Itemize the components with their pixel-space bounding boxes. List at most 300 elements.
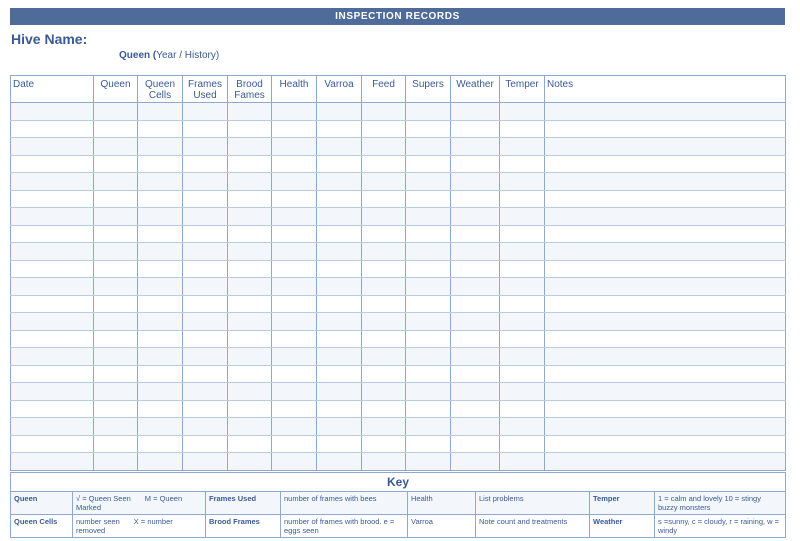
table-cell[interactable] bbox=[138, 435, 183, 453]
table-cell[interactable] bbox=[362, 138, 406, 156]
table-cell[interactable] bbox=[228, 103, 272, 121]
table-cell[interactable] bbox=[11, 348, 94, 366]
table-cell[interactable] bbox=[272, 330, 317, 348]
table-cell[interactable] bbox=[317, 400, 362, 418]
table-cell[interactable] bbox=[228, 260, 272, 278]
table-cell[interactable] bbox=[451, 243, 500, 261]
key-label-frames-used: Frames Used bbox=[206, 492, 281, 515]
table-cell[interactable] bbox=[545, 365, 786, 383]
table-cell[interactable] bbox=[545, 243, 786, 261]
table-cell[interactable] bbox=[94, 155, 138, 173]
table-cell[interactable] bbox=[228, 208, 272, 226]
table-cell[interactable] bbox=[500, 243, 545, 261]
table-cell[interactable] bbox=[500, 138, 545, 156]
table-cell[interactable] bbox=[228, 435, 272, 453]
table-cell[interactable] bbox=[451, 295, 500, 313]
table-cell[interactable] bbox=[451, 138, 500, 156]
table-cell[interactable] bbox=[406, 278, 451, 296]
inspection-records-table bbox=[10, 75, 786, 471]
table-cell[interactable] bbox=[138, 313, 183, 331]
table-cell[interactable] bbox=[183, 418, 228, 436]
table-cell[interactable] bbox=[406, 208, 451, 226]
table-cell[interactable] bbox=[11, 208, 94, 226]
table-cell[interactable] bbox=[545, 348, 786, 366]
table-cell[interactable] bbox=[451, 225, 500, 243]
table-cell[interactable] bbox=[500, 260, 545, 278]
table-row bbox=[11, 348, 786, 366]
table-cell[interactable] bbox=[406, 435, 451, 453]
table-cell[interactable] bbox=[272, 313, 317, 331]
table-cell[interactable] bbox=[406, 260, 451, 278]
table-row bbox=[11, 260, 786, 278]
table-cell[interactable] bbox=[500, 103, 545, 121]
table-cell[interactable] bbox=[406, 330, 451, 348]
table-cell[interactable] bbox=[228, 313, 272, 331]
table-cell[interactable] bbox=[500, 435, 545, 453]
table-cell[interactable] bbox=[545, 173, 786, 191]
table-cell[interactable] bbox=[272, 348, 317, 366]
table-cell[interactable] bbox=[451, 400, 500, 418]
key-table bbox=[10, 472, 786, 538]
table-cell[interactable] bbox=[451, 453, 500, 471]
table-cell[interactable] bbox=[11, 138, 94, 156]
table-cell[interactable] bbox=[362, 243, 406, 261]
table-cell[interactable] bbox=[11, 383, 94, 401]
table-cell[interactable] bbox=[406, 225, 451, 243]
table-cell[interactable] bbox=[317, 313, 362, 331]
table-cell[interactable] bbox=[272, 278, 317, 296]
table-cell[interactable] bbox=[500, 173, 545, 191]
table-cell[interactable] bbox=[317, 435, 362, 453]
table-cell[interactable] bbox=[500, 348, 545, 366]
table-cell[interactable] bbox=[272, 453, 317, 471]
table-cell[interactable] bbox=[545, 260, 786, 278]
key-label-brood-frames: Brood Frames bbox=[206, 515, 281, 538]
table-cell[interactable] bbox=[317, 330, 362, 348]
table-cell[interactable] bbox=[406, 313, 451, 331]
table-cell[interactable] bbox=[11, 190, 94, 208]
table-cell[interactable] bbox=[362, 348, 406, 366]
table-cell[interactable] bbox=[228, 383, 272, 401]
table-cell[interactable] bbox=[362, 418, 406, 436]
table-cell[interactable] bbox=[11, 435, 94, 453]
table-cell[interactable] bbox=[500, 120, 545, 138]
table-row bbox=[11, 295, 786, 313]
table-cell[interactable] bbox=[451, 190, 500, 208]
table-cell[interactable] bbox=[138, 260, 183, 278]
table-cell[interactable] bbox=[11, 103, 94, 121]
table-cell[interactable] bbox=[545, 330, 786, 348]
table-cell[interactable] bbox=[500, 418, 545, 436]
table-row bbox=[11, 330, 786, 348]
key-row bbox=[11, 515, 786, 538]
table-cell[interactable] bbox=[11, 365, 94, 383]
table-cell[interactable] bbox=[500, 190, 545, 208]
table-cell[interactable] bbox=[11, 330, 94, 348]
table-row bbox=[11, 365, 786, 383]
table-cell[interactable] bbox=[362, 295, 406, 313]
table-cell[interactable] bbox=[138, 383, 183, 401]
table-cell[interactable] bbox=[11, 243, 94, 261]
table-row bbox=[11, 103, 786, 121]
table-cell[interactable] bbox=[138, 453, 183, 471]
table-cell[interactable] bbox=[545, 400, 786, 418]
key-label-weather: Weather bbox=[590, 515, 655, 538]
key-desc-queen-cells bbox=[73, 515, 206, 538]
table-row bbox=[11, 243, 786, 261]
table-cell[interactable] bbox=[500, 313, 545, 331]
table-cell[interactable] bbox=[94, 453, 138, 471]
table-cell[interactable] bbox=[183, 400, 228, 418]
table-cell[interactable] bbox=[272, 418, 317, 436]
key-desc-frames-used: number of frames with bees bbox=[281, 492, 408, 515]
table-cell[interactable] bbox=[362, 453, 406, 471]
table-cell[interactable] bbox=[183, 365, 228, 383]
table-cell[interactable] bbox=[228, 120, 272, 138]
table-cell[interactable] bbox=[138, 225, 183, 243]
table-cell[interactable] bbox=[451, 260, 500, 278]
table-cell[interactable] bbox=[545, 383, 786, 401]
table-cell[interactable] bbox=[545, 225, 786, 243]
table-cell[interactable] bbox=[11, 278, 94, 296]
table-cell[interactable] bbox=[545, 453, 786, 471]
table-cell[interactable] bbox=[228, 173, 272, 191]
table-cell[interactable] bbox=[500, 330, 545, 348]
table-cell[interactable] bbox=[138, 330, 183, 348]
table-cell[interactable] bbox=[451, 278, 500, 296]
table-cell[interactable] bbox=[138, 365, 183, 383]
table-cell[interactable] bbox=[272, 400, 317, 418]
table-cell[interactable] bbox=[272, 208, 317, 226]
table-cell[interactable] bbox=[317, 120, 362, 138]
table-cell[interactable] bbox=[183, 138, 228, 156]
column-header-weather: Weather bbox=[451, 76, 500, 103]
table-cell[interactable] bbox=[317, 103, 362, 121]
table-cell[interactable] bbox=[362, 190, 406, 208]
table-cell[interactable] bbox=[138, 418, 183, 436]
table-cell[interactable] bbox=[500, 365, 545, 383]
table-cell[interactable] bbox=[362, 313, 406, 331]
table-cell[interactable] bbox=[406, 365, 451, 383]
column-header-brood-frames: Brood Fames bbox=[228, 76, 272, 103]
table-cell[interactable] bbox=[317, 208, 362, 226]
table-cell[interactable] bbox=[317, 225, 362, 243]
table-cell[interactable] bbox=[272, 435, 317, 453]
table-row bbox=[11, 313, 786, 331]
table-cell[interactable] bbox=[228, 400, 272, 418]
table-cell[interactable] bbox=[228, 155, 272, 173]
table-cell[interactable] bbox=[94, 260, 138, 278]
table-cell[interactable] bbox=[94, 225, 138, 243]
table-cell[interactable] bbox=[11, 225, 94, 243]
table-cell[interactable] bbox=[545, 295, 786, 313]
table-cell[interactable] bbox=[94, 295, 138, 313]
table-cell[interactable] bbox=[138, 103, 183, 121]
table-cell[interactable] bbox=[545, 190, 786, 208]
table-cell[interactable] bbox=[451, 348, 500, 366]
table-cell[interactable] bbox=[545, 138, 786, 156]
table-cell[interactable] bbox=[272, 138, 317, 156]
table-cell[interactable] bbox=[317, 383, 362, 401]
table-row bbox=[11, 400, 786, 418]
hive-name-label: Hive Name: bbox=[11, 31, 88, 47]
table-cell[interactable] bbox=[317, 453, 362, 471]
table-cell[interactable] bbox=[228, 348, 272, 366]
table-cell[interactable] bbox=[138, 138, 183, 156]
table-cell[interactable] bbox=[183, 330, 228, 348]
table-cell[interactable] bbox=[317, 155, 362, 173]
key-desc-weather: s =sunny, c = cloudy, r = raining, w = windy bbox=[655, 515, 786, 538]
table-cell[interactable] bbox=[317, 295, 362, 313]
table-cell[interactable] bbox=[362, 208, 406, 226]
table-cell[interactable] bbox=[451, 365, 500, 383]
table-cell[interactable] bbox=[362, 120, 406, 138]
table-cell[interactable] bbox=[272, 260, 317, 278]
key-title: Key bbox=[11, 473, 786, 492]
table-cell[interactable] bbox=[228, 243, 272, 261]
table-cell[interactable] bbox=[272, 190, 317, 208]
table-cell[interactable] bbox=[228, 295, 272, 313]
table-cell[interactable] bbox=[228, 225, 272, 243]
table-cell[interactable] bbox=[94, 208, 138, 226]
table-cell[interactable] bbox=[183, 260, 228, 278]
table-cell[interactable] bbox=[183, 120, 228, 138]
table-cell[interactable] bbox=[272, 295, 317, 313]
table-cell[interactable] bbox=[272, 120, 317, 138]
table-cell[interactable] bbox=[94, 120, 138, 138]
table-cell[interactable] bbox=[406, 155, 451, 173]
table-cell[interactable] bbox=[317, 173, 362, 191]
table-cell[interactable] bbox=[317, 190, 362, 208]
table-cell[interactable] bbox=[94, 138, 138, 156]
table-cell[interactable] bbox=[11, 400, 94, 418]
table-cell[interactable] bbox=[451, 435, 500, 453]
table-cell[interactable] bbox=[272, 173, 317, 191]
table-cell[interactable] bbox=[183, 383, 228, 401]
table-cell[interactable] bbox=[362, 155, 406, 173]
table-cell[interactable] bbox=[362, 365, 406, 383]
table-cell[interactable] bbox=[183, 278, 228, 296]
column-header-date: Date bbox=[11, 76, 94, 103]
table-cell[interactable] bbox=[228, 365, 272, 383]
table-cell[interactable] bbox=[406, 295, 451, 313]
table-cell[interactable] bbox=[183, 208, 228, 226]
key-label-queen: Queen bbox=[11, 492, 73, 515]
table-cell[interactable] bbox=[183, 295, 228, 313]
table-cell[interactable] bbox=[451, 418, 500, 436]
table-row bbox=[11, 453, 786, 471]
table-cell[interactable] bbox=[362, 330, 406, 348]
table-cell[interactable] bbox=[545, 155, 786, 173]
table-cell[interactable] bbox=[94, 383, 138, 401]
table-cell[interactable] bbox=[138, 295, 183, 313]
key-cells-removed: X = number removed bbox=[76, 517, 173, 535]
table-cell[interactable] bbox=[317, 365, 362, 383]
table-cell[interactable] bbox=[545, 278, 786, 296]
table-cell[interactable] bbox=[94, 173, 138, 191]
table-cell[interactable] bbox=[94, 190, 138, 208]
key-cells-seen: number seen bbox=[76, 517, 120, 526]
table-row bbox=[11, 138, 786, 156]
key-desc-health: List problems bbox=[476, 492, 590, 515]
column-header-frames-used: Frames Used bbox=[183, 76, 228, 103]
table-cell[interactable] bbox=[406, 243, 451, 261]
table-cell[interactable] bbox=[94, 400, 138, 418]
table-cell[interactable] bbox=[183, 103, 228, 121]
table-cell[interactable] bbox=[362, 173, 406, 191]
table-cell[interactable] bbox=[272, 103, 317, 121]
table-cell[interactable] bbox=[451, 155, 500, 173]
table-cell[interactable] bbox=[228, 330, 272, 348]
table-cell[interactable] bbox=[406, 400, 451, 418]
table-cell[interactable] bbox=[545, 208, 786, 226]
table-cell[interactable] bbox=[94, 418, 138, 436]
table-cell[interactable] bbox=[317, 278, 362, 296]
table-cell[interactable] bbox=[500, 155, 545, 173]
key-desc-varroa: Note count and treatments bbox=[476, 515, 590, 538]
table-cell[interactable] bbox=[183, 225, 228, 243]
table-cell[interactable] bbox=[94, 348, 138, 366]
table-cell[interactable] bbox=[500, 295, 545, 313]
table-cell[interactable] bbox=[500, 453, 545, 471]
table-cell[interactable] bbox=[451, 120, 500, 138]
table-row bbox=[11, 383, 786, 401]
table-row bbox=[11, 208, 786, 226]
table-cell[interactable] bbox=[138, 243, 183, 261]
table-cell[interactable] bbox=[183, 348, 228, 366]
table-cell[interactable] bbox=[451, 103, 500, 121]
table-cell[interactable] bbox=[545, 120, 786, 138]
page-banner: INSPECTION RECORDS bbox=[10, 8, 785, 25]
table-cell[interactable] bbox=[138, 348, 183, 366]
table-cell[interactable] bbox=[451, 330, 500, 348]
table-cell[interactable] bbox=[406, 190, 451, 208]
table-cell[interactable] bbox=[272, 383, 317, 401]
table-cell[interactable] bbox=[451, 173, 500, 191]
table-cell[interactable] bbox=[228, 138, 272, 156]
table-cell[interactable] bbox=[228, 453, 272, 471]
table-cell[interactable] bbox=[11, 155, 94, 173]
table-row bbox=[11, 190, 786, 208]
table-cell[interactable] bbox=[183, 190, 228, 208]
table-cell[interactable] bbox=[406, 138, 451, 156]
table-cell[interactable] bbox=[94, 313, 138, 331]
key-label-queen-cells: Queen Cells bbox=[11, 515, 73, 538]
table-cell[interactable] bbox=[317, 138, 362, 156]
table-cell[interactable] bbox=[138, 400, 183, 418]
table-cell[interactable] bbox=[451, 383, 500, 401]
table-cell[interactable] bbox=[94, 103, 138, 121]
table-cell[interactable] bbox=[228, 418, 272, 436]
table-cell[interactable] bbox=[406, 103, 451, 121]
table-cell[interactable] bbox=[272, 155, 317, 173]
table-cell[interactable] bbox=[545, 418, 786, 436]
table-cell[interactable] bbox=[11, 260, 94, 278]
table-cell[interactable] bbox=[11, 120, 94, 138]
table-cell[interactable] bbox=[138, 278, 183, 296]
column-header-temper: Temper bbox=[500, 76, 545, 103]
table-cell[interactable] bbox=[183, 313, 228, 331]
column-header-varroa: Varroa bbox=[317, 76, 362, 103]
table-cell[interactable] bbox=[11, 173, 94, 191]
table-cell[interactable] bbox=[406, 348, 451, 366]
table-cell[interactable] bbox=[317, 260, 362, 278]
column-header-notes: Notes bbox=[545, 76, 786, 103]
table-cell[interactable] bbox=[94, 278, 138, 296]
table-cell[interactable] bbox=[94, 243, 138, 261]
column-header-queen-cells: Queen Cells bbox=[138, 76, 183, 103]
table-cell[interactable] bbox=[406, 418, 451, 436]
table-cell[interactable] bbox=[183, 173, 228, 191]
table-cell[interactable] bbox=[272, 225, 317, 243]
table-cell[interactable] bbox=[11, 418, 94, 436]
table-cell[interactable] bbox=[362, 400, 406, 418]
table-cell[interactable] bbox=[545, 435, 786, 453]
table-cell[interactable] bbox=[183, 435, 228, 453]
table-cell[interactable] bbox=[228, 278, 272, 296]
table-cell[interactable] bbox=[228, 190, 272, 208]
table-cell[interactable] bbox=[406, 173, 451, 191]
table-cell[interactable] bbox=[500, 400, 545, 418]
key-label-health: Health bbox=[408, 492, 476, 515]
table-cell[interactable] bbox=[183, 155, 228, 173]
table-cell[interactable] bbox=[138, 190, 183, 208]
table-cell[interactable] bbox=[138, 120, 183, 138]
table-cell[interactable] bbox=[362, 225, 406, 243]
table-cell[interactable] bbox=[406, 383, 451, 401]
key-desc-temper: 1 = calm and lovely 10 = stingy buzzy monsters bbox=[655, 492, 786, 515]
table-cell[interactable] bbox=[272, 243, 317, 261]
table-cell[interactable] bbox=[545, 313, 786, 331]
table-row bbox=[11, 120, 786, 138]
table-cell[interactable] bbox=[272, 365, 317, 383]
table-cell[interactable] bbox=[500, 383, 545, 401]
table-cell[interactable] bbox=[183, 453, 228, 471]
table-cell[interactable] bbox=[11, 313, 94, 331]
table-cell[interactable] bbox=[406, 120, 451, 138]
table-cell[interactable] bbox=[317, 243, 362, 261]
column-header-health: Health bbox=[272, 76, 317, 103]
column-header-feed: Feed bbox=[362, 76, 406, 103]
table-cell[interactable] bbox=[451, 208, 500, 226]
table-cell[interactable] bbox=[183, 243, 228, 261]
table-cell[interactable] bbox=[138, 155, 183, 173]
table-cell[interactable] bbox=[138, 208, 183, 226]
table-cell[interactable] bbox=[545, 103, 786, 121]
table-cell[interactable] bbox=[94, 365, 138, 383]
table-cell[interactable] bbox=[500, 208, 545, 226]
table-cell[interactable] bbox=[94, 330, 138, 348]
table-cell[interactable] bbox=[500, 278, 545, 296]
key-desc-queen bbox=[73, 492, 206, 515]
table-cell[interactable] bbox=[362, 103, 406, 121]
table-cell[interactable] bbox=[94, 435, 138, 453]
table-cell[interactable] bbox=[11, 453, 94, 471]
table-cell[interactable] bbox=[362, 383, 406, 401]
table-cell[interactable] bbox=[362, 260, 406, 278]
table-cell[interactable] bbox=[317, 418, 362, 436]
table-cell[interactable] bbox=[11, 295, 94, 313]
queen-label-rest: Year / History) bbox=[156, 50, 220, 61]
table-cell[interactable] bbox=[138, 173, 183, 191]
table-cell[interactable] bbox=[406, 453, 451, 471]
table-row bbox=[11, 435, 786, 453]
table-cell[interactable] bbox=[317, 348, 362, 366]
table-cell[interactable] bbox=[362, 278, 406, 296]
table-cell[interactable] bbox=[362, 435, 406, 453]
table-cell[interactable] bbox=[451, 313, 500, 331]
table-cell[interactable] bbox=[500, 225, 545, 243]
